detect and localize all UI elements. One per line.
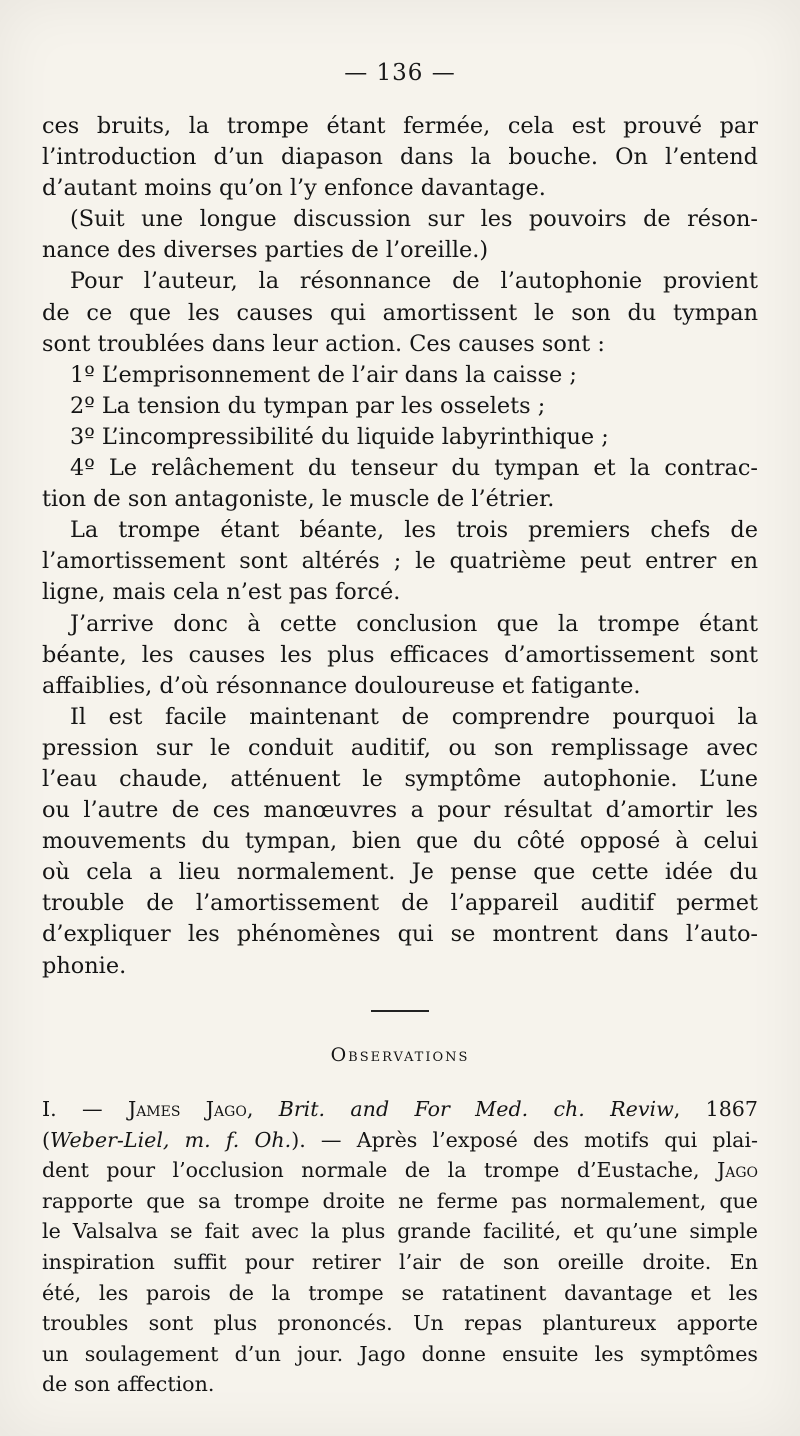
obs-line-3: [42, 1155, 758, 1186]
obs-paren-open: (: [42, 1127, 51, 1152]
journal-year: , 1867: [673, 1097, 758, 1121]
obs-text-3: dent pour l’occlusion normale de la trompe d’Eustache,: [42, 1158, 717, 1183]
paragraph-line: mouvements du tympan, bien que du côté opposé à celui: [42, 828, 758, 855]
author-name: James Jago: [127, 1097, 247, 1121]
page-number: — 136 —: [344, 60, 456, 86]
observations-text-block: [42, 1094, 758, 1400]
paragraph-line: l’introduction d’un diapason dans la bouche. On l’entend: [42, 144, 758, 171]
paragraph-line: où cela a lieu normalement. Je pense que cette idée du: [42, 859, 758, 886]
author-name-2: Jago: [716, 1158, 758, 1183]
paragraph-line: d’autant moins qu’on l’y enfonce davantage.: [42, 175, 546, 202]
obs-separator: ,: [246, 1097, 279, 1121]
paragraph-line: ou l’autre de ces manœuvres a pour résultat d’amortir les: [42, 797, 758, 824]
section-divider: [371, 1010, 429, 1012]
paragraph-line: nance des diverses parties de l’oreille.): [42, 237, 489, 264]
observation-line: le Valsalva se fait avec la plus grande facilité, et qu’une simple: [42, 1219, 758, 1244]
paragraph-line: l’amortissement sont altérés ; le quatrième peut entrer en: [42, 548, 758, 575]
main-text-block: [42, 111, 758, 982]
paragraph-line: La trompe étant béante, les trois premiers chefs de: [70, 517, 758, 544]
obs-number: I. —: [42, 1097, 128, 1121]
observations-heading: Observations: [330, 1044, 470, 1066]
paragraph-line: 2º La tension du tympan par les osselets ;: [70, 392, 546, 419]
paragraph-line: sont troublées dans leur action. Ces causes sont :: [42, 330, 605, 357]
observation-line: troubles sont plus prononcés. Un repas plantureux apporte: [42, 1311, 758, 1336]
paragraph-line: d’expliquer les phénomènes qui se montrent dans l’auto-: [42, 921, 758, 948]
obs-text-2: ). — Après l’exposé des motifs qui plai-: [291, 1127, 758, 1152]
paragraph-line: (Suit une longue discussion sur les pouvoirs de réson-: [70, 206, 758, 233]
paragraph-line: affaiblies, d’où résonnance douloureuse et fatigante.: [42, 672, 641, 699]
observation-line: de son affection.: [42, 1372, 215, 1397]
reference-citation: Weber-Liel, m. f. Oh.: [50, 1127, 292, 1152]
paragraph-line: trouble de l’amortissement de l’appareil auditif permet: [42, 890, 758, 917]
paragraph-line: Pour l’auteur, la résonnance de l’autophonie provient: [70, 268, 758, 295]
paragraph-line: de ce que les causes qui amortissent le son du tympan: [42, 299, 758, 326]
paragraph-line: pression sur le conduit auditif, ou son remplissage avec: [42, 734, 758, 761]
paragraph-line: phonie.: [42, 952, 127, 979]
paragraph-line: Il est facile maintenant de comprendre pourquoi la: [70, 703, 758, 730]
obs-line-2: [42, 1125, 758, 1156]
obs-line-1: [42, 1094, 758, 1125]
paragraph-line: J’arrive donc à cette conclusion que la trompe étant: [70, 610, 758, 637]
paragraph-line: l’eau chaude, atténuent le symptôme autophonie. L’une: [42, 765, 758, 792]
paragraph-line: ligne, mais cela n’est pas forcé.: [42, 579, 401, 606]
observation-line: un soulagement d’un jour. Jago donne ensuite les symptômes: [42, 1341, 758, 1366]
observation-line: rapporte que sa trompe droite ne ferme pas normalement, que: [42, 1188, 758, 1213]
paragraph-line: tion de son antagoniste, le muscle de l’étrier.: [42, 486, 555, 513]
paragraph-line: béante, les causes les plus efficaces d’amortissement sont: [42, 641, 758, 668]
observation-line: inspiration suffit pour retirer l’air de son oreille droite. En: [42, 1249, 758, 1274]
journal-title: Brit. and For Med. ch. Reviw: [278, 1097, 674, 1121]
observation-line: été, les parois de la trompe se ratatinent davantage et les: [42, 1280, 758, 1305]
paragraph-line: ces bruits, la trompe étant fermée, cela est prouvé par: [42, 113, 758, 139]
paragraph-line: 4º Le relâchement du tenseur du tympan et la contrac-: [70, 455, 758, 482]
paragraph-line: 3º L’incompressibilité du liquide labyrinthique ;: [70, 423, 609, 450]
paragraph-line: 1º L’emprisonnement de l’air dans la caisse ;: [70, 361, 577, 388]
